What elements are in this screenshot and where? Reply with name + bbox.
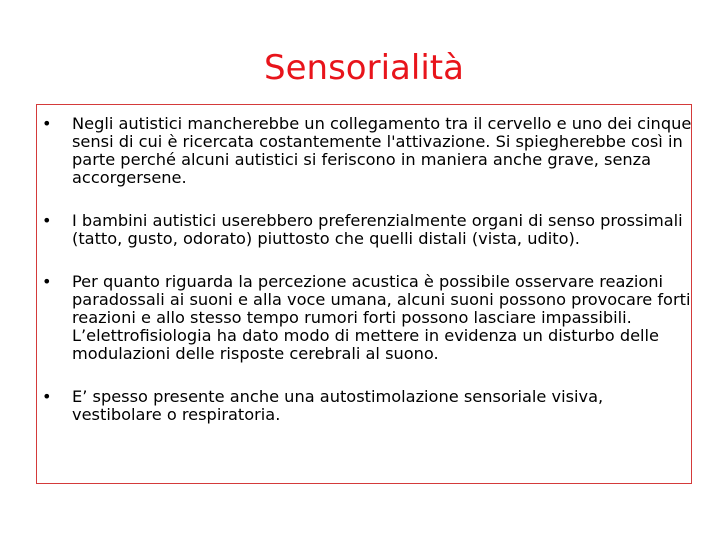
bullet-text: Per quanto riguarda la percezione acustica è possibile osservare reazioni paradossali ai suoni e alla voce umana, alcuni suoni possono provocare forti reazioni e allo stesso tempo rumori forti possono lasciare impassibili. L’elettrofisiologia ha dato modo di mettere in evidenza un disturbo delle modulazioni delle risposte cerebrali al suono.	[72, 272, 691, 363]
slide-title: Sensorialità	[264, 48, 464, 88]
bullet-dot-icon: •	[42, 114, 52, 133]
bullet-list	[37, 115, 693, 449]
bullet-text: Negli autistici mancherebbe un collegamento tra il cervello e uno dei cinque sensi di cui è ricercata costantemente l'attivazione. Si spiegherebbe così in parte perché alcuni autistici si feriscono in maniera anche grave, senza accorgersene.	[72, 114, 692, 187]
bullet-dot-icon: •	[42, 387, 52, 406]
content-box	[36, 104, 692, 484]
bullet-text: I bambini autistici userebbero preferenzialmente organi di senso prossimali (tatto, gusto, odorato) piuttosto che quelli distali (vista, udito).	[72, 211, 683, 248]
bullet-dot-icon: •	[42, 211, 52, 230]
bullet-item	[37, 115, 693, 187]
bullet-item	[37, 212, 693, 248]
bullet-item	[37, 388, 693, 424]
bullet-dot-icon: •	[42, 272, 52, 291]
bullet-text: E’ spesso presente anche una autostimolazione sensoriale visiva, vestibolare o respiratoria.	[72, 387, 604, 424]
bullet-item	[37, 273, 693, 363]
